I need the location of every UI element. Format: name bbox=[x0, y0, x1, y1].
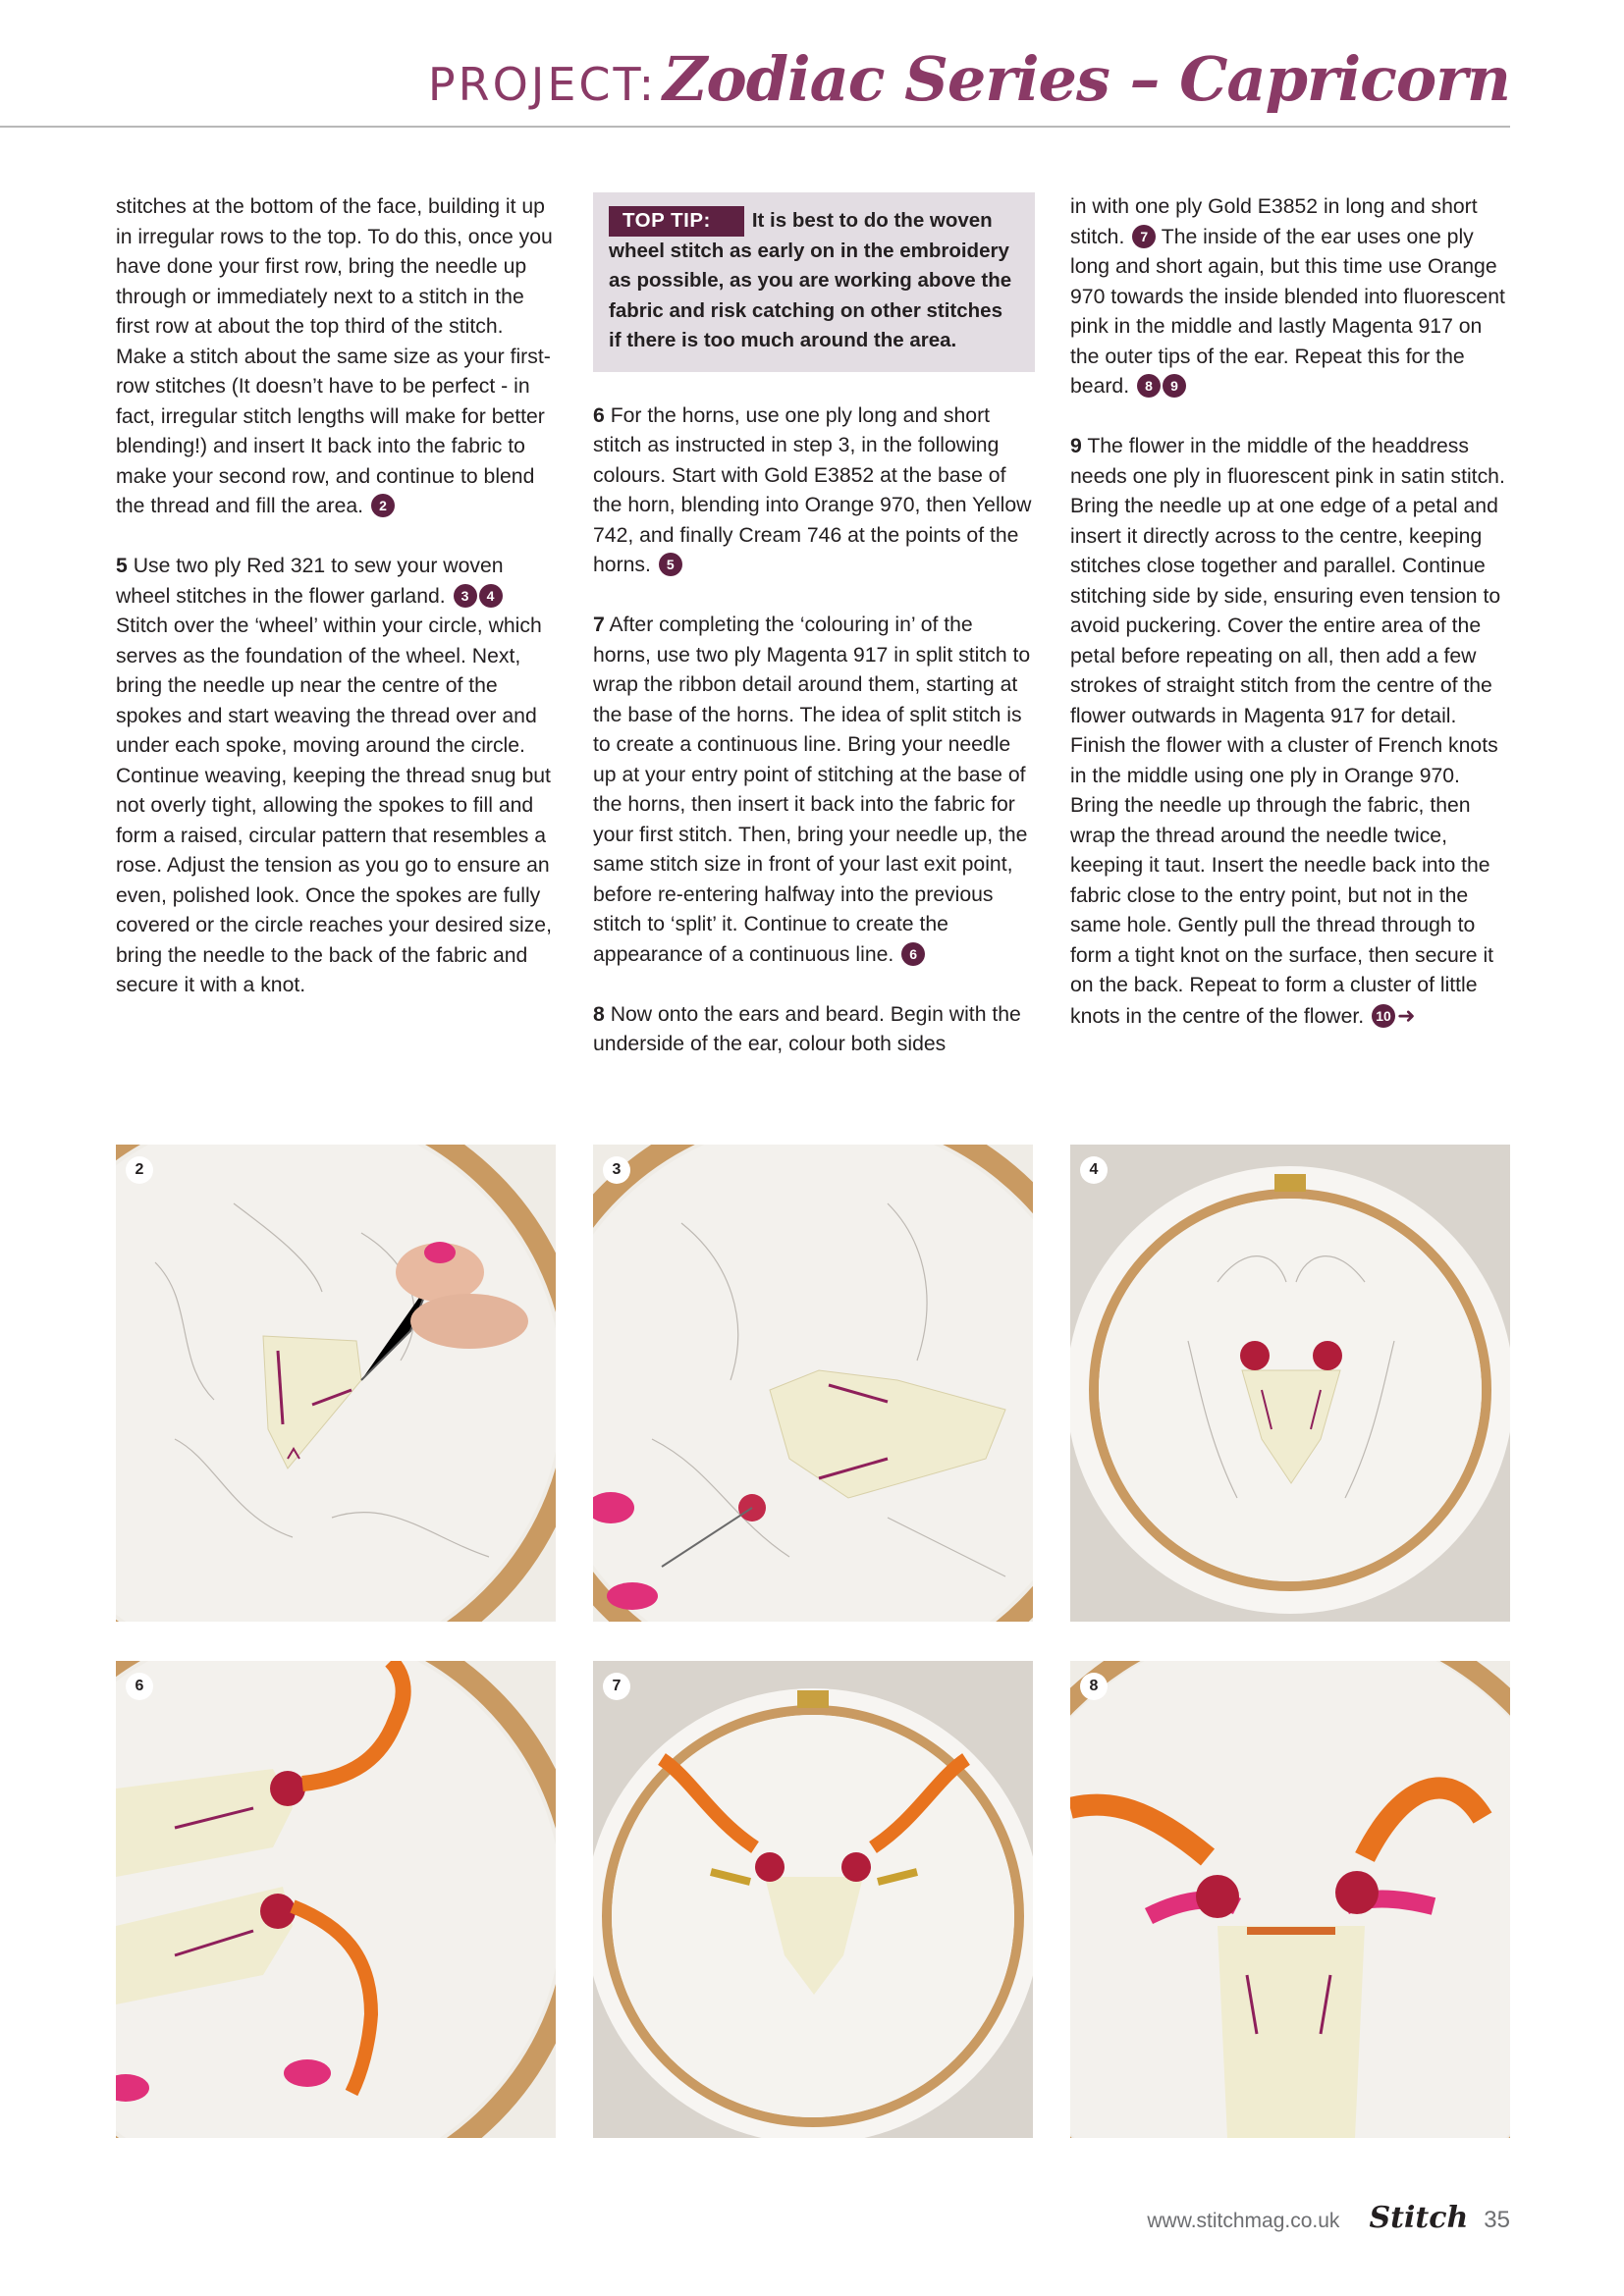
paragraph-text: Now onto the ears and beard. Begin with the underside of the ear, colour both sides bbox=[593, 1002, 1021, 1055]
photo-number: 8 bbox=[1080, 1673, 1108, 1700]
embroidery-photo bbox=[116, 1145, 556, 1622]
embroidery-photo bbox=[1070, 1145, 1510, 1622]
embroidery-photo bbox=[116, 1661, 556, 2138]
page-header bbox=[0, 39, 1510, 128]
photo-ref-badge: 3 bbox=[454, 584, 477, 608]
text-column-2 bbox=[593, 192, 1035, 1060]
top-tip-box bbox=[593, 192, 1035, 372]
photo-number: 4 bbox=[1080, 1156, 1108, 1184]
paragraph-step-5 bbox=[116, 552, 558, 1001]
top-tip-text: It is best to do the woven wheel stitch as early on in the embroidery as possible, as you are working above the fabric and risk catching on other stitches if there is too much around the area. bbox=[609, 209, 1012, 351]
continue-arrow-icon: ➜ bbox=[1397, 1002, 1416, 1028]
photo-ref-badge: 6 bbox=[901, 942, 925, 966]
page-number: 35 bbox=[1484, 2207, 1510, 2233]
paragraph-text: For the horns, use one ply long and short stitch as instructed in step 3, in the following colours. Start with Gold E3852 at the base of the horn, blending into Orange 970, then Yellow 742, and finally Cream 746 at the points of the horns. bbox=[593, 403, 1032, 576]
section-label: PROJECT: bbox=[427, 58, 658, 111]
photo-ref-badge: 9 bbox=[1163, 374, 1186, 398]
step-photo-2 bbox=[116, 1145, 556, 1622]
photo-number: 2 bbox=[126, 1156, 153, 1184]
step-photo-4 bbox=[1070, 1145, 1510, 1622]
paragraph-text: The inside of the ear uses one ply long and short again, but this time use Orange 970 towards the inside blended into fluorescent pink in the middle and lastly Magenta 917 on the outer tips of the ear. Repeat this for the beard. bbox=[1070, 225, 1505, 398]
paragraph-text: stitches at the bottom of the face, building it up in irregular rows to the top. To do this, once you have done your first row, bring the needle up through or immediately next to a stitch in the first row at about the top third of the stitch. Make a stitch about the same size as your first-row stitches (It doesn’t have to be perfect - in fact, irregular stitch lengths will make for better blending!) and insert It back into the fabric to make your second row, and continue to blend the thread and fill the area. bbox=[116, 195, 553, 517]
photo-ref-badge: 7 bbox=[1132, 225, 1156, 248]
paragraph-text: in with one ply Gold E3852 in long and short stitch. bbox=[1070, 195, 1478, 248]
step-number: 5 bbox=[116, 555, 128, 577]
photo-ref-badge: 4 bbox=[479, 584, 503, 608]
brand-logo: Stitch bbox=[1369, 2201, 1469, 2235]
paragraph-text: Use two ply Red 321 to sew your woven wheel stitches in the flower garland. bbox=[116, 555, 504, 608]
embroidery-photo bbox=[1070, 1661, 1510, 2138]
page-title bbox=[428, 45, 1510, 131]
step-photo-8 bbox=[1070, 1661, 1510, 2138]
photo-ref-badge: 10 bbox=[1372, 1004, 1395, 1028]
step-photo-7 bbox=[593, 1661, 1033, 2138]
website-link[interactable]: www.stitchmag.co.uk bbox=[1147, 2210, 1340, 2232]
step-number: 8 bbox=[593, 1002, 605, 1026]
page-footer bbox=[1147, 2199, 1510, 2243]
paragraph-text: The flower in the middle of the headdress needs one ply in fluorescent pink in satin stitch. Bring the needle up at one edge of a petal and insert it directly across to the centre, keeping stitches close together and parallel. Continue stitching side by side, ensuring even tension to avoid puckering. Cover the entire area of the petal before repeating on all, then add a few strokes of straight stitch from the centre of the flower outwards in Magenta 917 for detail. Finish the flower with a cluster of French knots in the middle using one ply in Orange 970. Bring the needle up through the fabric, then wrap the thread around the needle twice, keeping it taut. Insert the needle back into the fabric close to the entry point, but not in the same hole. Gently pull the thread through to form a tight knot on the surface, then secure it on the back. Repeat to form a cluster of little knots in the centre of the flower. bbox=[1070, 435, 1505, 1028]
embroidery-photo bbox=[593, 1145, 1033, 1622]
step-photo-3 bbox=[593, 1145, 1033, 1622]
paragraph-text: After completing the ‘colouring in’ of the horns, use two ply Magenta 917 in split stitch to wrap the ribbon detail around them, starting at the base of the horns. The idea of split stitch is to create a continuous line. Bring your needle up at your entry point of stitching at the base of the horns, then insert it back into the fabric for your first stitch. Then, bring your needle up, the same stitch size in front of your last exit point, before re-entering halfway into the previous stitch to ‘split’ it. Continue to create the appearance of a continuous line. bbox=[593, 614, 1031, 966]
step-number: 6 bbox=[593, 403, 605, 427]
photo-ref-badge: 2 bbox=[371, 494, 395, 517]
step-photo-6 bbox=[116, 1661, 556, 2138]
paragraph-step-7 bbox=[593, 611, 1035, 970]
paragraph-step-6 bbox=[593, 401, 1035, 581]
text-column-3 bbox=[1070, 192, 1512, 1032]
top-tip-label: TOP TIP: bbox=[609, 206, 744, 237]
photo-number: 6 bbox=[126, 1673, 153, 1700]
text-column-1 bbox=[116, 192, 558, 1001]
photo-ref-badge: 8 bbox=[1137, 374, 1161, 398]
paragraph-step-8 bbox=[593, 1000, 1035, 1060]
paragraph-step-4-cont bbox=[116, 192, 558, 522]
photo-number: 3 bbox=[603, 1156, 630, 1184]
project-title: Zodiac Series – Capricorn bbox=[663, 43, 1510, 115]
step-number: 9 bbox=[1070, 435, 1082, 457]
paragraph-step-9 bbox=[1070, 432, 1512, 1032]
paragraph-step-8-cont bbox=[1070, 192, 1512, 402]
step-number: 7 bbox=[593, 614, 605, 636]
photo-ref-badge: 5 bbox=[659, 553, 682, 576]
photo-number: 7 bbox=[603, 1673, 630, 1700]
paragraph-text: Stitch over the ‘wheel’ within your circle, which serves as the foundation of the wheel. Next, bring the needle up near the centre of the spokes and start weaving the thread over and under each spoke, moving around the circle. Continue weaving, keeping the thread snug but not overly tight, allowing the spokes to fill and form a raised, circular pattern that resembles a rose. Adjust the tension as you go to ensure an even, polished look. Once the spokes are fully covered or the circle reaches your desired size, bring the needle to the back of the fabric and secure it with a knot. bbox=[116, 614, 552, 996]
embroidery-photo bbox=[593, 1661, 1033, 2138]
